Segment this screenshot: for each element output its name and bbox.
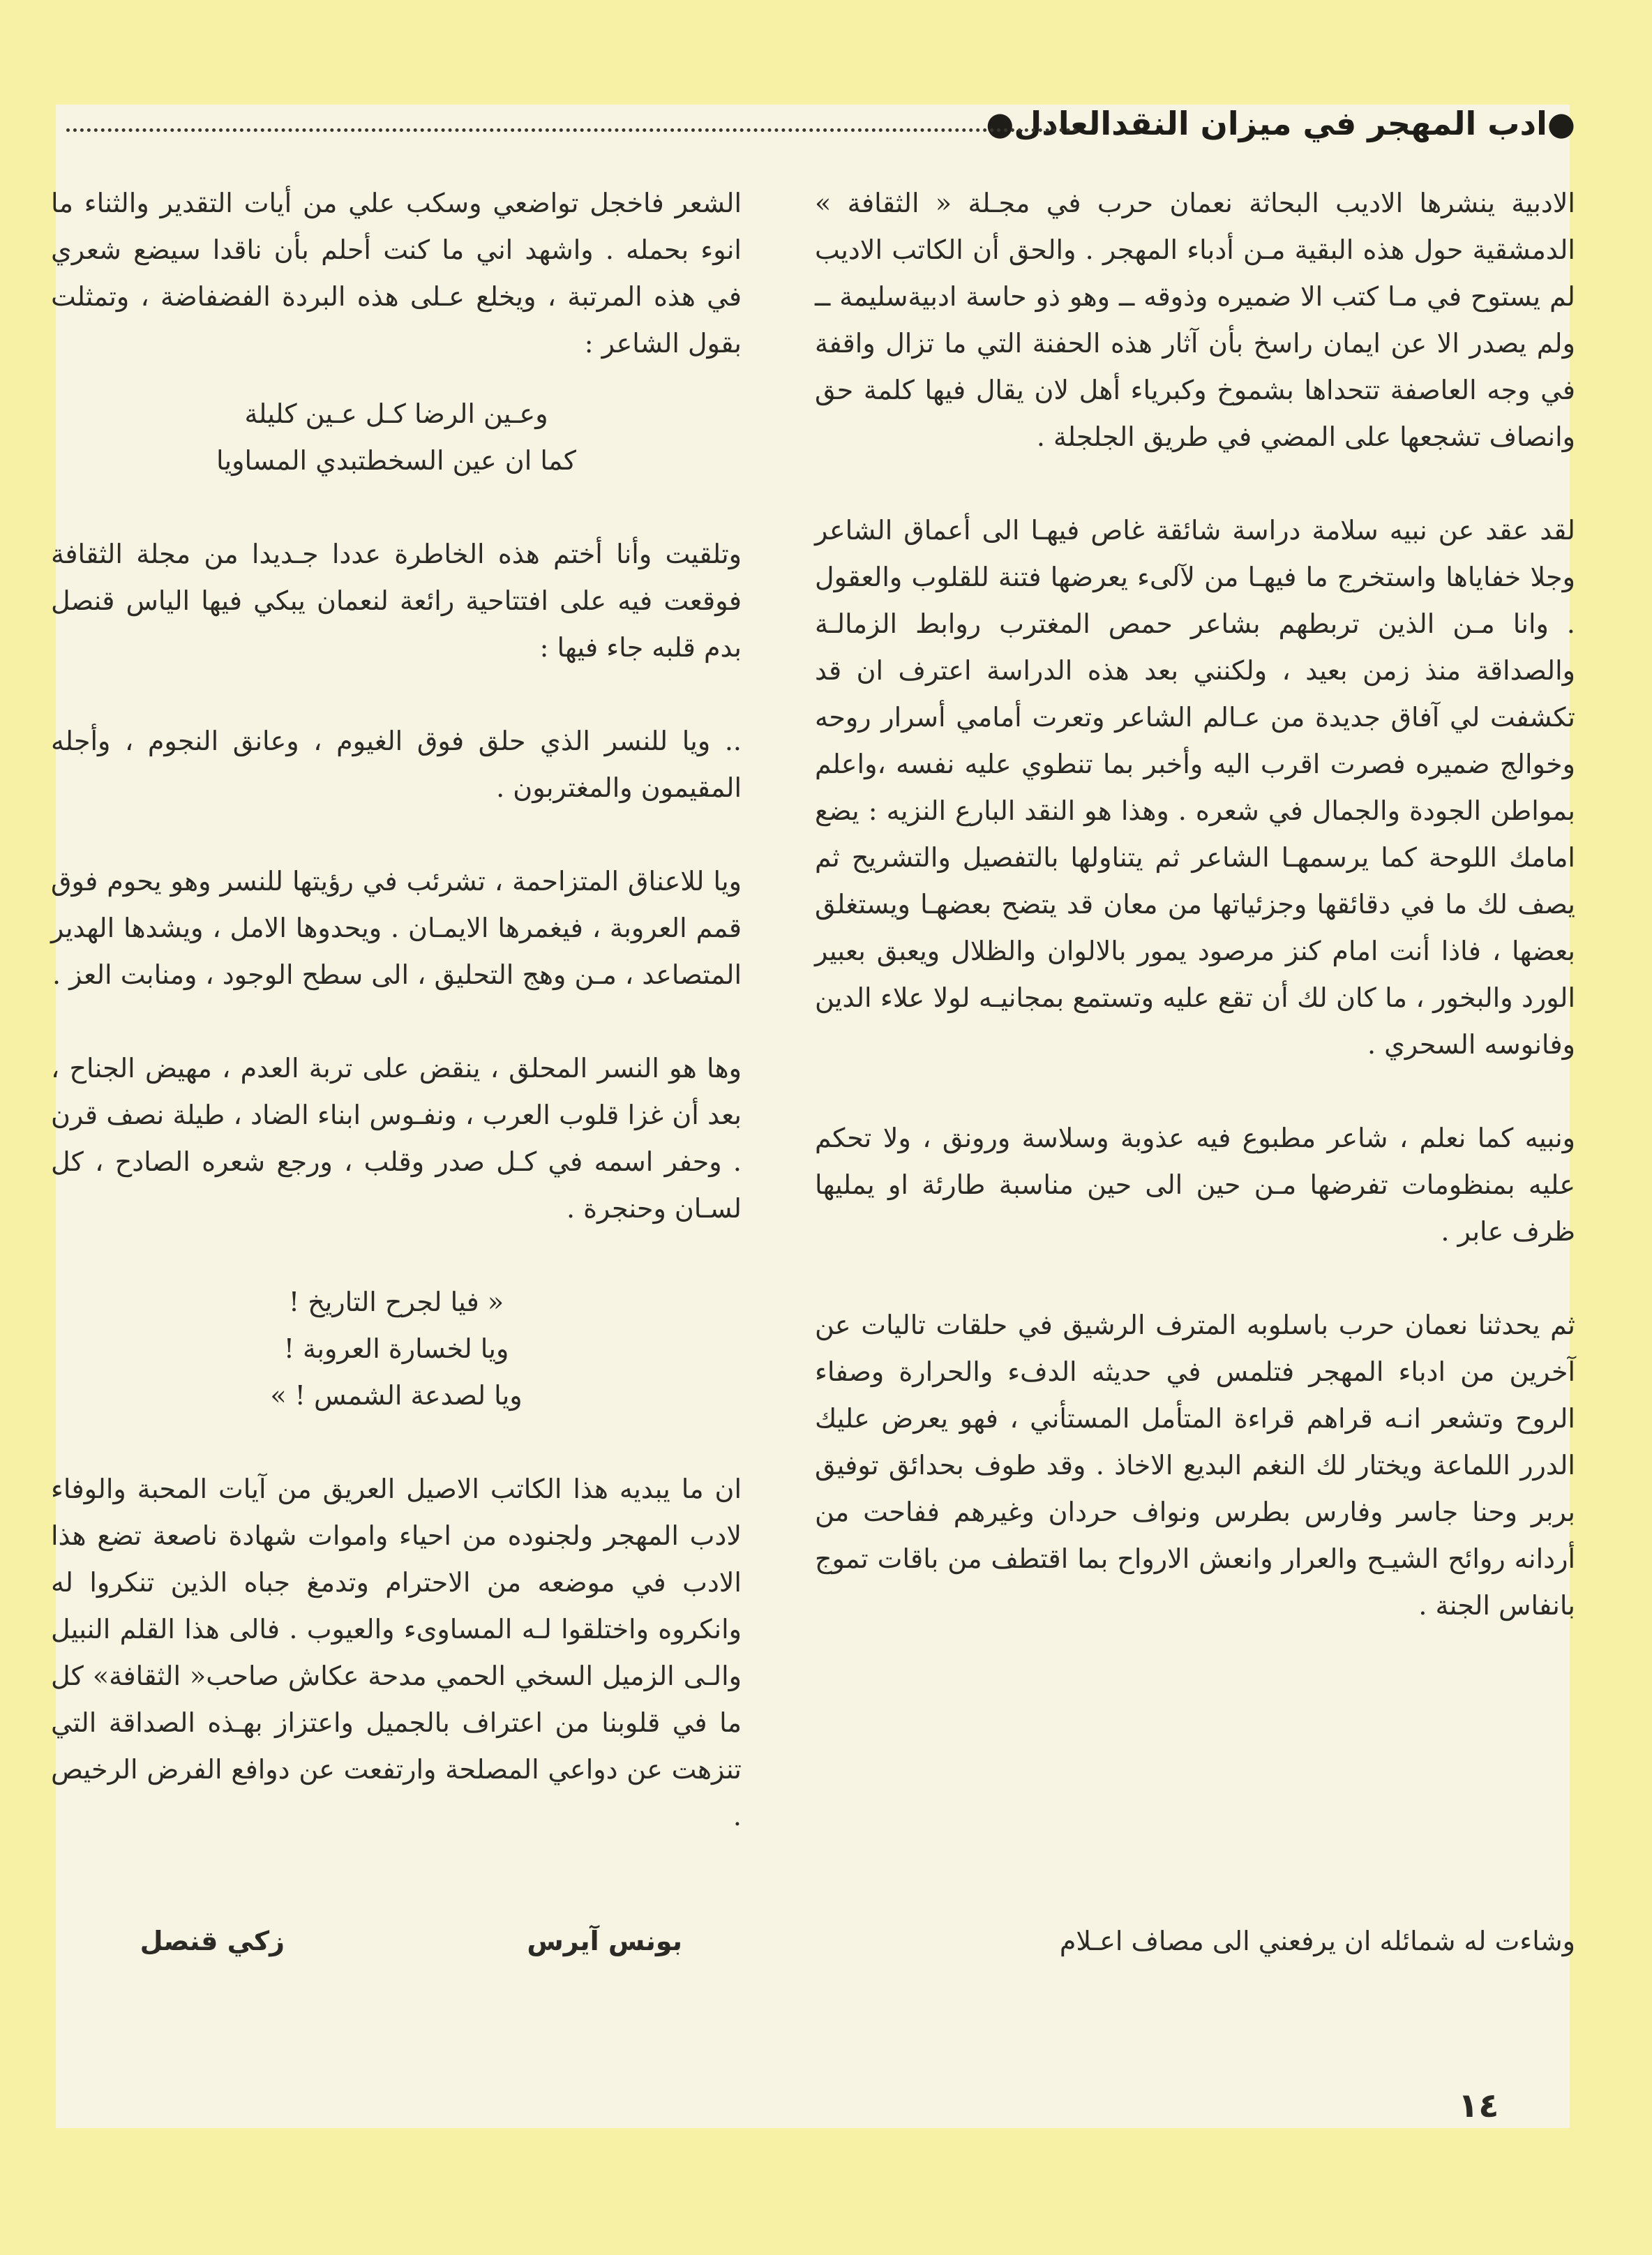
verse-line: كما ان عين السخطتبدي المساويا xyxy=(216,445,576,476)
quoted-paragraph: .. ويا للنسر الذي حلق فوق الغيوم ، وعانق النجوم ، وأجله المقيمون والمغتربون . xyxy=(51,726,742,803)
signature-place: بونس آيرس xyxy=(527,1926,682,1956)
paragraph: الادبية ينشرها الاديب البحاثة نعمان حرب في مجـلة « الثقافة » الدمشقية حول هذه البقية مـن أدباء المهجر . والحق أن الكاتب الاديب لم يستوح في مـا كتب الا ضميره وذوقه ــ وهو ذو حاسة ادبيةسليمة ــ ولم يصدر الا عن ايمان راسخ بأن آثار هذه الحفنة التي ما تزال واقفة في وجه العاصفة تتحداها بشموخ وكبرياء أهل لان يقال فيها كلمة حق وانصاف تشجعها على المضي في طريق الجلجلة . xyxy=(815,188,1575,452)
paragraph: لقد عقد عن نبيه سلامة دراسة شائقة غاص فيهـا الى أعماق الشاعر وجلا خفاياها واستخرج ما فيهـا من لآلىء يعرضها فتنة للقلوب والعقول . وانا مـن الذين تربطهم بشاعر حمص المغترب روابط الزمالـة والصداقة منذ زمن بعيد ، ولكنني بعد هذه الدراسة اعترف ان قد تكشفت لي آفاق جديدة من عـالم الشاعر وتعرت أمامي أسرار روحه وخوالج ضميره فصرت اقرب اليه وأخبر بما تنطوي عليه نفسه ،واعلم بمواطن الجودة والجمال في شعره . وهذا هو النقد البارع النزيه : يضع امامك اللوحة كما يرسمهـا الشاعر ثم يتناولها بالتفصيل والتشريح ثم يصف لك ما في دقائقها وجزئياتها من معان قد يتضح بعضهـا ويستغلق بعضها ، فاذا أنت امام كنز مرصود يمور بالالوان والظلال ويعبق بعبير الورد والبخور ، ما كان لك أن تقع عليه وتستمع بمجانيـه لولا علاء الدين وفانوسه السحري . xyxy=(815,515,1575,1060)
paragraph: وتلقيت وأنا أختم هذه الخاطرة عددا جـديدا من مجلة الثقافة فوقعت فيه على افتتاحية رائعة لنعمان يبكي فيها الياس قنصل بدم قلبه جاء فيها : xyxy=(51,539,742,663)
quoted-paragraph: وها هو النسر المحلق ، ينقض على تربة العدم ، مهيض الجناح ، بعد أن غزا قلوب العرب ، ونفـوس ابناء الضاد ، طيلة نصف قرن . وحفر اسمه في كـل صدر وقلب ، ورجع شعره الصادح ، كل لسـان وحنجرة . xyxy=(51,1053,742,1224)
paragraph: ثم يحدثنا نعمان حرب باسلوبه المترف الرشيق في حلقات تاليات عن آخرين من ادباء المهجر فتلمس في حديثه الدفء والحرارة وصفاء الروح وتشعر انـه قراهم قراءة المتأمل المستأني ، فهو يعرض عليك الدرر اللماعة ويختار لك النغم البديع الاخاذ . وقد طوف بحدائق توفيق بربر وحنا جاسر وفارس بطرس ونواف حردان وغيرهم ففاحت من أردانه روائح الشيـح والعرار وانعش الارواح بما اقتطف من باقات تموج بانفاس الجنة . xyxy=(815,1310,1575,1621)
article-title: ●ادب المهجر في ميزان النقدالعادل● xyxy=(986,105,1575,142)
continuation-line: وشاءت له شمائله ان يرفعني الى مصاف اعـلام xyxy=(1059,1926,1575,1956)
right-column xyxy=(815,180,1575,1676)
header-dotted-rule xyxy=(66,128,1078,132)
signature-author: زكي قنصل xyxy=(140,1926,285,1956)
poem-verse xyxy=(51,391,742,484)
verse-line: وعـين الرضا كـل عـين كليلة xyxy=(244,398,548,429)
exclamation-line: ويا لصدعة الشمس ! » xyxy=(270,1380,523,1411)
paragraph: الشعر فاخجل تواضعي وسكب علي من أيات التقدير والثناء ما انوء بحمله . واشهد اني ما كنت أحلم بأن ناقدا سيضع شعري في هذه المرتبة ، ويخلع عـلى هذه البردة الفضفاضة ، وتمثلت بقول الشاعر : xyxy=(51,188,742,359)
exclamation-block xyxy=(51,1279,742,1419)
quoted-paragraph: ويا للاعناق المتزاحمة ، تشرئب في رؤيتها للنسر وهو يحوم فوق قمم العروبة ، فيغمرها الايمـان . ويحدوها الامل ، ويشدها الهدير المتصاعد ، مـن وهج التحليق ، الى سطح الوجود ، ومنابت العز . xyxy=(51,866,742,990)
exclamation-line: « فيا لجرح التاريخ ! xyxy=(288,1287,504,1317)
left-column xyxy=(51,180,742,1887)
page-number: ١٤ xyxy=(1458,2086,1499,2125)
paragraph: ونبيه كما نعلم ، شاعر مطبوع فيه عذوبة وسلاسة ورونق ، ولا تحكم عليه بمنظومات تفرضها مـن حين الى حين مناسبة طارئة او يمليها ظرف عابر . xyxy=(815,1123,1575,1247)
exclamation-line: ويا لخسارة العروبة ! xyxy=(283,1333,509,1364)
paragraph: ان ما يبديه هذا الكاتب الاصيل العريق من آيات المحبة والوفاء لادب المهجر ولجنوده من احياء واموات شهادة ناصعة تضع هذا الادب في موضعه من الاحترام وتدمغ جباه الذين تنكروا له وانكروه واختلقوا لـه المساوىء والعيوب . فالى هذا القلم النبيل والـى الزميل السخي الحمي مدحة عكاش صاحب« الثقافة» كل ما في قلوبنا من اعتراف بالجميل واعتزاز بهـذه الصداقة التي تنزهت عن دواعي المصلحة وارتفعت عن دوافع الفرض الرخيص . xyxy=(51,1474,742,1831)
